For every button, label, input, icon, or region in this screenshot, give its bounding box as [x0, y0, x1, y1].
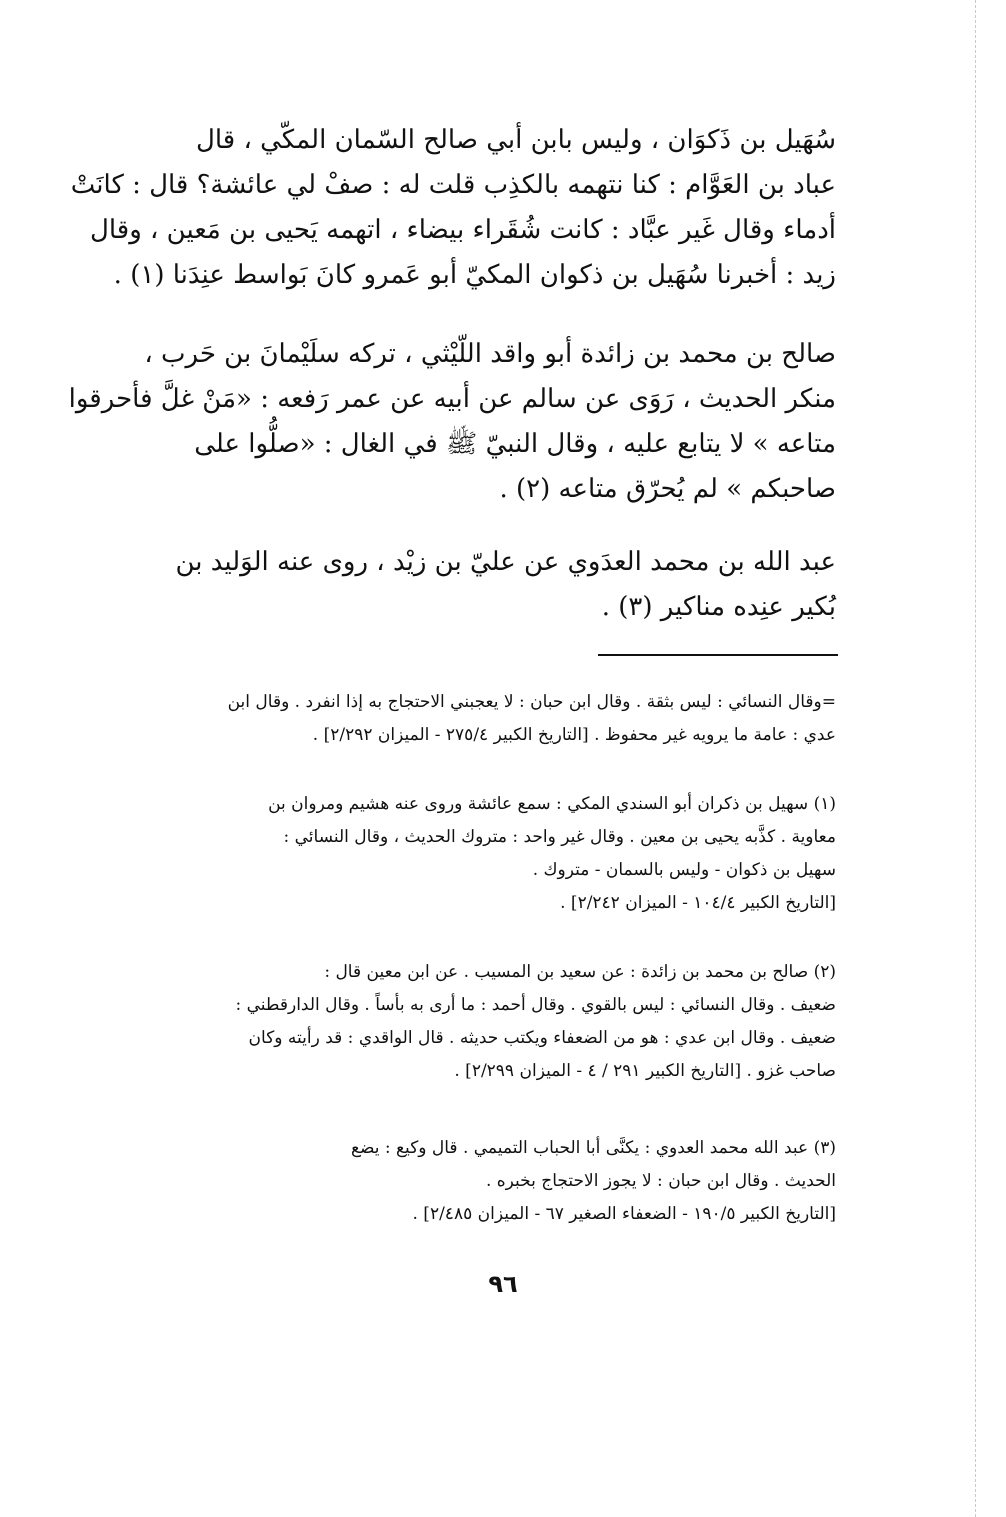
text-line: بُكير عنِده مناكير (٣) . — [601, 592, 836, 622]
main-paragraph-3 — [136, 540, 836, 630]
text-line: سُهَيل بن ذَكوَان ، وليس بابن أبي صالح السّمان المكّي ، قال — [195, 125, 836, 155]
footnote-3 — [136, 1132, 836, 1231]
footnote-line: صاحب غزو . [التاريخ الكبير ٢٩١ / ٤ - الميزان ٢/٢٩٩] . — [454, 1061, 836, 1081]
footnote-1 — [136, 788, 836, 920]
footnote-line: عدي : عامة ما يرويه غير محفوظ . [التاريخ الكبير ٢٧٥/٤ - الميزان ٢/٢٩٢] . — [312, 725, 836, 745]
footnote-line: (٢) صالح بن محمد بن زائدة : عن سعيد بن المسيب . عن ابن معين قال : — [324, 962, 836, 982]
footnote-line: (٣) عبد الله محمد العدوي : يكنَّى أبا الحباب التميمي . قال وكيع : يضع — [350, 1138, 836, 1158]
footnote-separator — [598, 654, 838, 656]
text-line: عبد الله بن محمد العدَوي عن عليّ بن زيْد ، روى عنه الوَليد بن — [175, 547, 836, 577]
text-line: متاعه » لا يتابع عليه ، وقال النبيّ ﷺ في الغال : «صلُّوا على — [194, 429, 836, 459]
footnote-continuation — [136, 686, 836, 752]
footnote-line: معاوية . كذَّبه يحيى بن معين . وقال غير واحد : متروك الحديث ، وقال النسائي : — [283, 827, 836, 847]
text-line: أدماء وقال غَير عبَّاد : كانت شُقَراء بيضاء ، اتهمه يَحيى بن مَعين ، وقال — [89, 215, 836, 245]
footnote-2 — [136, 956, 836, 1088]
footnote-line: سهيل بن ذكوان - وليس بالسمان - متروك . — [532, 860, 836, 880]
text-line: عباد بن العَوَّام : كنا نتهمه بالكذِب قلت له : صفْ لي عائشة؟ قال : كانَتْ — [70, 170, 836, 200]
footnote-source: [التاريخ الكبير ١٠٤/٤ - الميزان ٢/٢٤٢] . — [560, 893, 836, 913]
text-line: صاحبكم » لم يُحرّق متاعه (٢) . — [499, 474, 836, 504]
footnote-line: الحديث . وقال ابن حبان : لا يجوز الاحتجاج بخبره . — [485, 1171, 836, 1191]
footnote-source: [التاريخ الكبير ١٩٠/٥ - الضعفاء الصغير ٦٧ - الميزان ٢/٤٨٥] . — [412, 1204, 836, 1224]
text-line: زيد : أخبرنا سُهَيل بن ذكوان المكيّ أبو عَمرو كانَ بَواسط عنِدَنا (١) . — [113, 260, 836, 290]
text-line: صالح بن محمد بن زائدة أبو واقد اللّيْثي ، تركه سلَيْمانَ بن حَرب ، — [144, 339, 836, 369]
footnote-line: =وقال النسائي : ليس بثقة . وقال ابن حبان : لا يعجبني الاحتجاج به إذا انفرد . وقال ابن — [227, 692, 836, 712]
main-paragraph-1 — [70, 118, 836, 298]
main-paragraph-2 — [68, 332, 836, 512]
footnote-line: ضعيف . وقال ابن عدي : هو من الضعفاء ويكتب حديثه . قال الواقدي : قد رأيته وكان — [248, 1028, 836, 1048]
page-edge-line — [975, 0, 976, 1517]
footnote-line: ضعيف . وقال النسائي : ليس بالقوي . وقال أحمد : ما أرى به بأساً . وقال الدارقطني : — [235, 995, 836, 1015]
footnote-line: (١) سهيل بن ذكران أبو السندي المكي : سمع عائشة وروى عنه هشيم ومروان بن — [268, 794, 836, 814]
page-number: ٩٦ — [488, 1270, 518, 1298]
text-line: منكر الحديث ، رَوَى عن سالم عن أبيه عن عمر رَفعه : «مَنْ غلَّ فأحرقوا — [68, 384, 836, 414]
